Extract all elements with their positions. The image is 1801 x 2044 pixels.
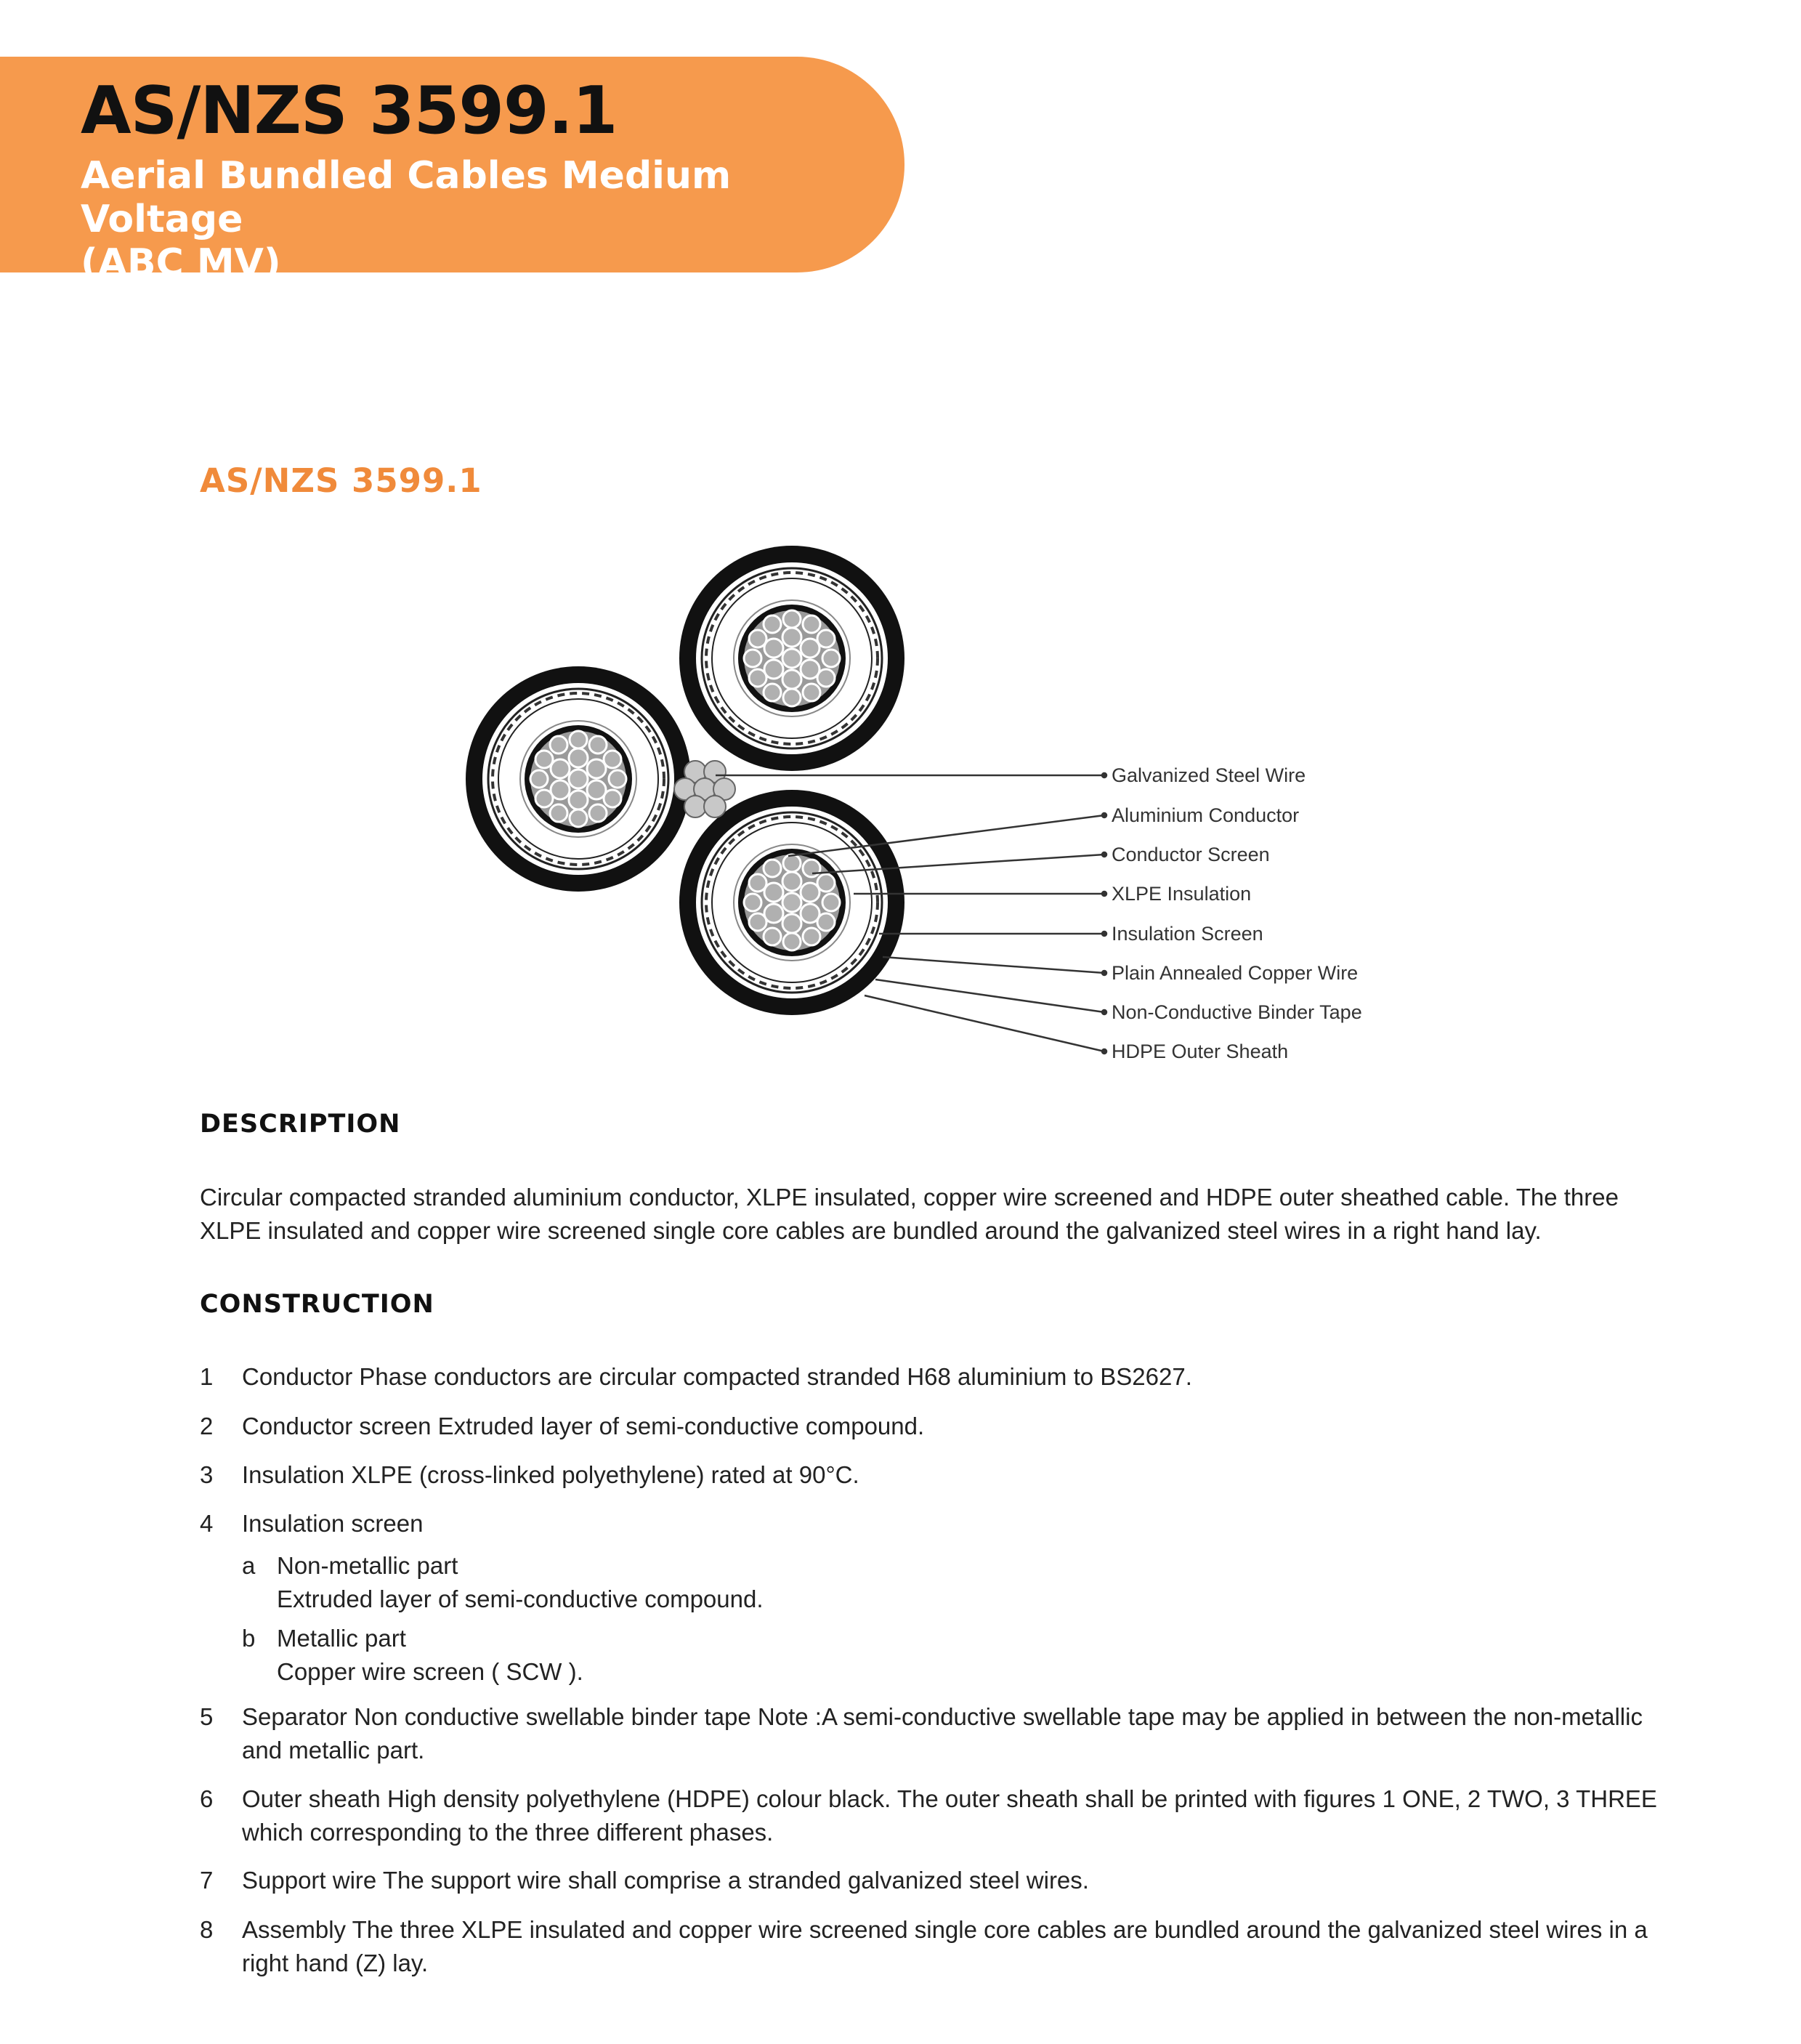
item-text: Support wire The support wire shall comprise a stranded galvanized steel wires. [242, 1867, 1089, 1894]
item-number: 6 [200, 1785, 214, 1812]
label-xlpe-insulation: XLPE Insulation [1112, 883, 1252, 905]
subitem-detail: Extruded layer of semi-conductive compound. [277, 1585, 764, 1612]
subitem-detail: Copper wire screen ( SCW ). [277, 1658, 583, 1685]
construction-heading: CONSTRUCTION [200, 1290, 434, 1319]
item-number: 1 [200, 1363, 214, 1390]
label-insulation-screen: Insulation Screen [1112, 923, 1263, 945]
item-text: Outer sheath High density polyethylene (HDPE) colour black. The outer sheath shall be printed with figures 1 ONE, 2 TWO, 3 THREE which corresponding to the three different phases. [242, 1785, 1657, 1846]
cable-core-bottom [679, 790, 904, 1015]
item-number: 3 [200, 1461, 214, 1488]
banner-subtitle [81, 154, 880, 285]
item-text: Insulation XLPE (cross-linked polyethylene) rated at 90°C. [242, 1461, 859, 1488]
item-number: 8 [200, 1916, 214, 1943]
document-heading: AS/NZS 3599.1 [200, 461, 482, 500]
banner-subtitle-line2: (ABC MV) [81, 241, 281, 285]
item-text: Assembly The three XLPE insulated and copper wire screened single core cables are bundled around the galvanized steel wires in a right hand (Z) lay. [242, 1916, 1648, 1976]
label-hdpe-outer-sheath: HDPE Outer Sheath [1112, 1041, 1289, 1062]
label-plain-annealed-copper-wire: Plain Annealed Copper Wire [1112, 962, 1359, 984]
subitem-title: Non-metallic part [277, 1552, 458, 1579]
item-number: 5 [200, 1703, 214, 1730]
subitem-letter: a [242, 1552, 256, 1579]
subitem-letter: b [242, 1625, 256, 1652]
subitem-title: Metallic part [277, 1625, 406, 1652]
item-text: Conductor screen Extruded layer of semi-conductive compound. [242, 1413, 925, 1439]
item-number: 4 [200, 1510, 214, 1537]
cable-cross-section-diagram [450, 530, 1395, 1083]
item-number: 7 [200, 1867, 214, 1894]
label-galvanized-steel-wire: Galvanized Steel Wire [1112, 764, 1306, 786]
description-heading: DESCRIPTION [200, 1110, 401, 1139]
label-conductor-screen: Conductor Screen [1112, 844, 1270, 865]
label-aluminium-conductor: Aluminium Conductor [1112, 804, 1300, 826]
item-text: Conductor Phase conductors are circular compacted stranded H68 aluminium to BS2627. [242, 1363, 1192, 1390]
cable-core-left [466, 666, 691, 892]
banner-subtitle-line1: Aerial Bundled Cables Medium Voltage [81, 154, 732, 241]
item-number: 2 [200, 1413, 214, 1439]
description-text: Circular compacted stranded aluminium conductor, XLPE insulated, copper wire screened and HDPE outer sheathed cable. The three XLPE insulated and copper wire screened single core cables are bundled around the galvanized steel wires in a right hand lay. [200, 1184, 1619, 1244]
cable-core-top [679, 546, 904, 771]
item-text: Insulation screen [242, 1510, 424, 1537]
label-non-conductive-binder-tape: Non-Conductive Binder Tape [1112, 1001, 1362, 1023]
item-text: Separator Non conductive swellable binder tape Note :A semi-conductive swellable tape may be applied in between the non-metallic and metallic part. [242, 1703, 1643, 1764]
banner-title: AS/NZS 3599.1 [81, 73, 618, 149]
